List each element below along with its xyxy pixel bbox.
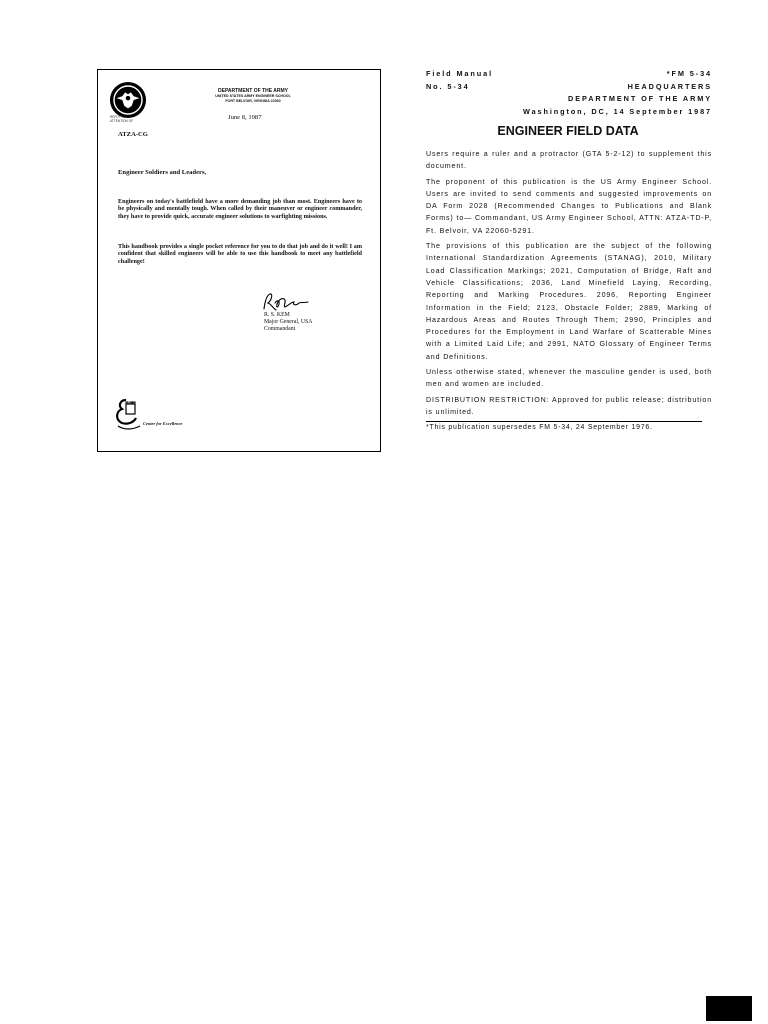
paragraph-stanag: The provisions of this publication are the subject of the following International Standardization Agreements (STANAG), 2010, Military Load Classification Markings; 2021, Computation of Bridge, Raft and Vehicle Classifications; 2036, Land Minefield Laying, Recording, Reporting and Marking Procedures. 2096, Reporting Engineer Information in the Field; 2123, Obstacle Folder; 2889, Marking of Hazardous Areas and Routes Through Them; 2990, Principles and Procedures for the Employment in Land Warfare of Scatterable Mines with a Limited Laid Life; and 2991, NATO Glossary of Engineer Terms and Definitions. xyxy=(426,242,712,361)
paragraph-distribution: DISTRIBUTION RESTRICTION: Approved for public release; distribution is unlimited. xyxy=(426,395,712,416)
handwritten-signature xyxy=(261,291,311,313)
header-row-1 xyxy=(424,69,712,82)
letterhead xyxy=(194,89,312,104)
header-row-2 xyxy=(424,82,712,95)
header-row-3 xyxy=(424,94,712,107)
manual-number: No. 5-34 xyxy=(426,81,470,91)
letterhead-department: DEPARTMENT OF THE ARMY xyxy=(218,88,288,94)
letter-paragraph-1: Engineers on today's battlefield have a more demanding job than most. Engineers have to be physically and mentally tough. When called by their maneuver or engineer commander, they have to provide quick, accurate engineer solutions to warfighting missions. xyxy=(118,198,362,220)
header-row-4 xyxy=(424,107,712,120)
place-and-date: Washington, DC, 14 September 1987 xyxy=(523,106,712,116)
signer-rank: Major General, USA xyxy=(264,319,313,326)
field-manual-label: Field Manual xyxy=(426,69,493,78)
manual-title: ENGINEER FIELD DATA xyxy=(497,124,639,138)
salutation: Engineer Soldiers and Leaders, xyxy=(118,169,207,176)
letterhead-address: FORT BELVOIR, VIRGINIA 22060 xyxy=(225,99,281,103)
title-page-body xyxy=(424,148,712,418)
paragraph-gender: Unless otherwise stated, whenever the masculine gender is used, both men and women are included. xyxy=(426,368,712,389)
letter-paragraph-2: This handbook provides a single pocket reference for you to do that job and do it well! I am confident that skilled engineers will be able to use this handbook to meet any battlefield challenge! xyxy=(118,243,362,265)
castle-excellence-logo-icon xyxy=(112,396,144,432)
reply-to-label: REPLY TO ATTENTION OF xyxy=(110,115,134,123)
department-label: DEPARTMENT OF THE ARMY xyxy=(568,94,712,103)
fm-number: *FM 5-34 xyxy=(666,69,712,78)
commandant-letter xyxy=(97,69,381,452)
page-corner-marker xyxy=(706,996,752,1021)
letter-date: June 8, 1987 xyxy=(228,114,262,121)
footnote-divider xyxy=(426,421,702,422)
paragraph-requirements: Users require a ruler and a protractor (GTA 5-2-12) to supplement this document. xyxy=(426,150,712,171)
signature-block xyxy=(264,312,312,334)
headquarters-label: HEADQUARTERS xyxy=(627,81,712,91)
paragraph-proponent: The proponent of this publication is the US Army Engineer School. Users are invited to send comments and suggested improvements on DA Form 2028 (Recommended Changes to Publications and Blank Forms) to— Commandant, US Army Engineer School, ATTN: ATZA-TD-P, Ft. Belvoir, VA 22060-5291. xyxy=(426,177,712,235)
letterhead-school: UNITED STATES ARMY ENGINEER SCHOOL xyxy=(215,94,291,98)
excellence-motto: Center for Excellence xyxy=(143,421,183,426)
supersedes-footnote: *This publication supersedes FM 5-34, 24 September 1976. xyxy=(426,424,653,432)
signer-title: Commandant xyxy=(264,326,296,333)
office-symbol: ATZA-CG xyxy=(118,131,148,138)
signer-name: R. S. KEM xyxy=(264,312,290,318)
manual-title-page xyxy=(424,69,712,431)
department-of-army-seal-icon xyxy=(109,81,147,119)
